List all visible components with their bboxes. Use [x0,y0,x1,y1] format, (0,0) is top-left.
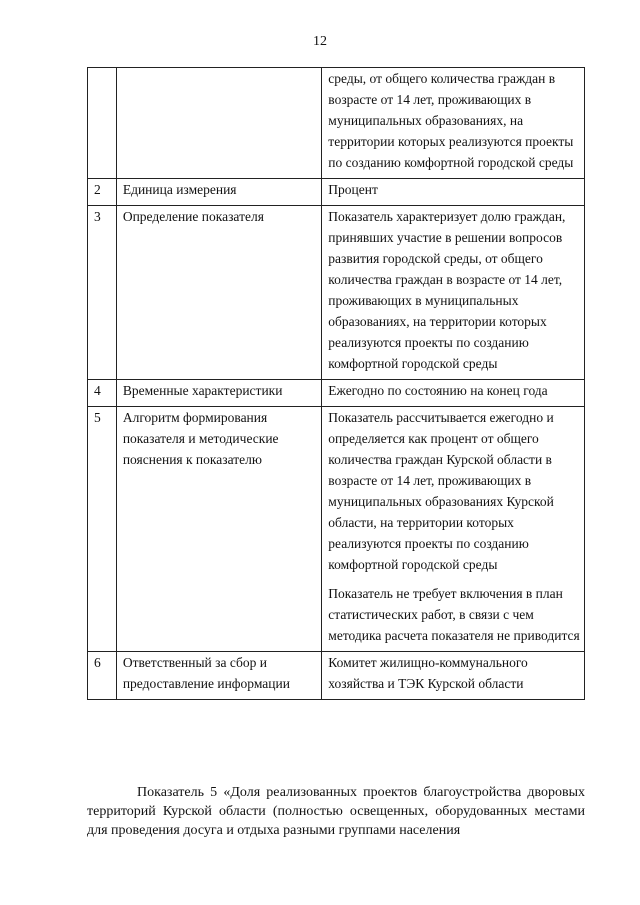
row-value-text: Ежегодно по состоянию на конец года [328,383,548,398]
table-row [88,652,585,700]
indicator-passport-table [87,67,585,700]
row-value-text: Показатель характеризует долю граждан, принявших участие в решении вопросов развития городской среды, от общего количества граждан в возрасте от 14 лет, проживающих в муниципальных образованиях, на территории которых реализуются проекты по созданию комфортной городской среды [328,209,566,371]
table-row [88,206,585,380]
table-row [88,68,585,179]
row-number-cell: 3 [88,206,117,380]
page-number: 12 [313,34,327,49]
row-value-text: Показатель не требует включения в план статистических работ, в связи с чем методика расчета показателя не приводится [328,586,580,643]
row-label-cell [116,68,321,179]
row-value-text: Комитет жилищно-коммунального хозяйства и ТЭК Курской области [328,655,528,691]
row-value-cell [322,407,585,652]
row-value-cell [322,380,585,407]
row-value-cell [322,652,585,700]
table-row [88,380,585,407]
row-value-text: среды, от общего количества граждан в возрасте от 14 лет, проживающих в муниципальных образованиях, на территории которых реализуются проекты по созданию комфортной городской среды [328,71,574,170]
row-value-text: Процент [328,182,378,197]
row-number-cell: 5 [88,407,117,652]
row-label-cell: Определение показателя [116,206,321,380]
row-label-cell: Ответственный за сбор и предоставление информации [116,652,321,700]
indicator-paragraph-text: Показатель 5 «Доля реализованных проектов благоустройства дворовых территорий Курской области (полностью освещенных, оборудованных местами для проведения досуга и отдыха разными группами населения [87,785,585,838]
indicator-paragraph [87,783,585,840]
row-label-cell: Единица измерения [116,179,321,206]
row-value-cell [322,179,585,206]
row-value-cell [322,206,585,380]
row-number-cell [88,68,117,179]
row-number-cell: 4 [88,380,117,407]
row-value-cell [322,68,585,179]
row-label-cell: Алгоритм формирования показателя и методические пояснения к показателю [116,407,321,652]
row-label-cell: Временные характеристики [116,380,321,407]
row-number-cell: 6 [88,652,117,700]
table-row [88,179,585,206]
row-value-text: Показатель рассчитывается ежегодно и определяется как процент от общего количества граждан Курской области в возрасте от 14 лет, проживающих в муниципальных образованиях Курской области, на территории которых реализуются проекты по созданию комфортной городской среды [328,410,554,572]
row-number-cell: 2 [88,179,117,206]
table-row [88,407,585,652]
